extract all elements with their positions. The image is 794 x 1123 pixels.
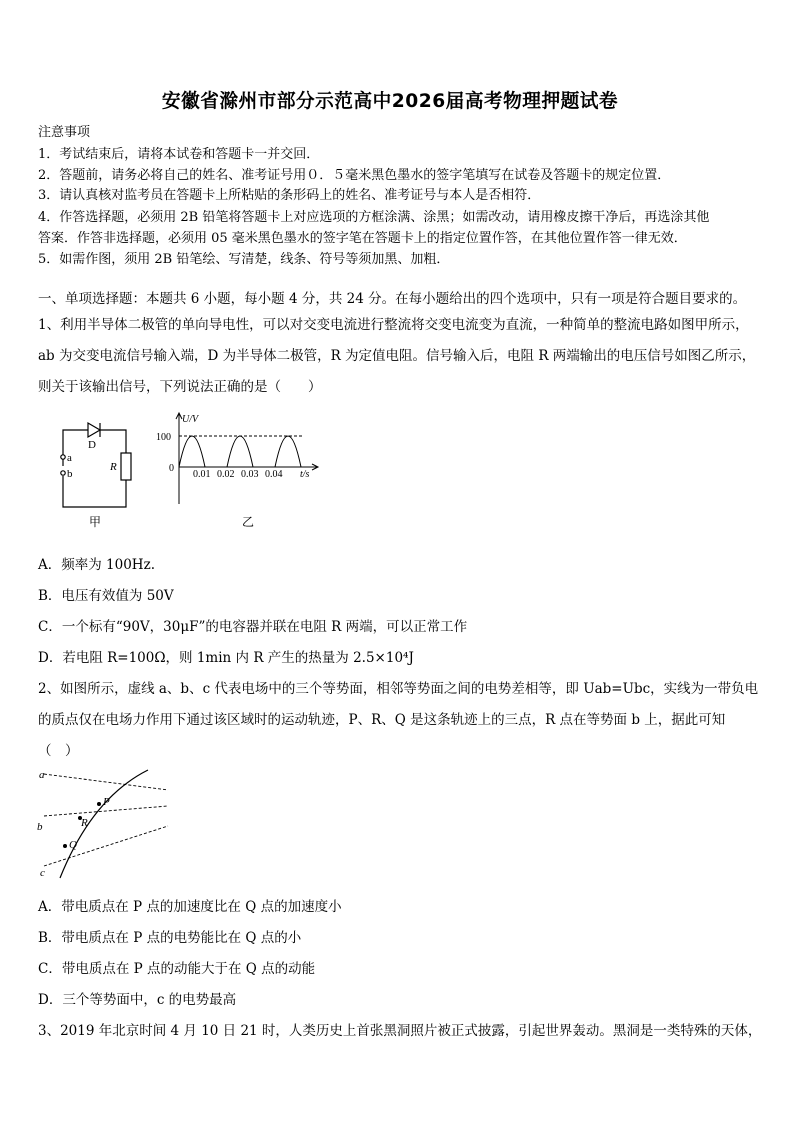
notice-item: 4．作答选择题，必须用 2B 铅笔将答题卡上对应选项的方框涂满、涂黑；如需改动，请用橡皮擦干净后，再选涂其他 xyxy=(38,210,710,225)
x-tick-label: 0.04 xyxy=(265,469,283,480)
line-b-label: b xyxy=(37,821,43,833)
x-tick-label: 0.01 xyxy=(193,469,211,480)
voltage-waveform-graph xyxy=(152,408,327,508)
notice-item: 2．答题前，请务必将自己的姓名、准考证号用０．５毫米黑色墨水的签字笔填写在试卷及答题卡的规定位置． xyxy=(38,168,671,183)
question-1-text: 则关于该输出信号，下列说法正确的是（ ） xyxy=(38,379,322,395)
origin-label: 0 xyxy=(169,463,174,474)
page-title: 安徽省滁州市部分示范高中2026届高考物理押题试卷 xyxy=(161,90,619,112)
point-q-label: Q xyxy=(69,839,77,851)
x-axis-label: t/s xyxy=(300,469,310,480)
option-b: B．电压有效值为 50V xyxy=(38,588,174,604)
terminal-b-label: b xyxy=(67,468,73,480)
notice-item: 1．考试结束后，请将本试卷和答题卡一并交回． xyxy=(38,147,320,162)
resistor-label: R xyxy=(110,461,117,473)
notice-item: 答案．作答非选择题，必须用 05 毫米黑色墨水的签字笔在答题卡上的指定位置作答，在其他位置作答一律无效． xyxy=(38,231,687,246)
point-p-label: P xyxy=(103,796,110,808)
figure-caption-yi: 乙 xyxy=(242,515,255,529)
section-heading: 一、单项选择题：本题共 6 小题，每小题 4 分，共 24 分。在每小题给出的四个选项中，只有一项是符合题目要求的。 xyxy=(38,291,747,307)
figure-caption-jia: 甲 xyxy=(89,515,102,529)
option-a: A．频率为 100Hz. xyxy=(38,557,155,573)
option-c: C．带电质点在 P 点的动能大于在 Q 点的动能 xyxy=(38,961,316,977)
option-c: C．一个标有“90V，30μF”的电容器并联在电阻 R 两端，可以正常工作 xyxy=(38,619,468,635)
x-tick-label: 0.02 xyxy=(217,469,235,480)
terminal-a-label: a xyxy=(67,452,72,464)
notice-item: 5．如需作图，须用 2B 铅笔绘、写清楚，线条、符号等须加黑、加粗． xyxy=(38,252,450,267)
option-a: A．带电质点在 P 点的加速度比在 Q 点的加速度小 xyxy=(38,899,342,915)
equipotential-trajectory-diagram xyxy=(36,762,172,880)
y-tick-label: 100 xyxy=(156,432,171,443)
line-a-label: a xyxy=(39,769,45,781)
diode-label: D xyxy=(88,439,96,451)
x-tick-label: 0.03 xyxy=(241,469,259,480)
question-2-text: 2、如图所示，虚线 a、b、c 代表电场中的三个等势面，相邻等势面之间的电势差相等，即 Uab=Ubc，实线为一带负电 xyxy=(38,681,759,697)
question-1-text: 1、利用半导体二极管的单向导电性，可以对交变电流进行整流将交变电流变为直流，一种简单的整流电路如图甲所示， xyxy=(38,317,749,333)
notice-heading: 注意事项 xyxy=(38,125,91,140)
option-b: B．带电质点在 P 点的电势能比在 Q 点的小 xyxy=(38,930,302,946)
line-c-label: c xyxy=(40,867,45,879)
question-1-text: ab 为交变电流信号输入端，D 为半导体二极管，R 为定值电阻。信号输入后，电阻 R 两端输出的电压信号如图乙所示， xyxy=(38,348,756,364)
option-d: D．若电阻 R=100Ω，则 1min 内 R 产生的热量为 2.5×10⁴J xyxy=(38,650,414,666)
question-2-text: （ ） xyxy=(38,743,79,759)
question-2-text: 的质点仅在电场力作用下通过该区域时的运动轨迹，P、R、Q 是这条轨迹上的三点，R 点在等势面 b 上，据此可知 xyxy=(38,712,726,728)
option-d: D．三个等势面中，c 的电势最高 xyxy=(38,992,237,1008)
y-axis-label: U/V xyxy=(182,414,199,425)
notice-item: 3．请认真核对监考员在答题卡上所粘贴的条形码上的姓名、准考证号与本人是否相符． xyxy=(38,188,541,203)
point-r-label: R xyxy=(81,817,88,829)
question-3-text: 3、2019 年北京时间 4 月 10 日 21 时，人类历史上首张黑洞照片被正式披露，引起世界轰动。黑洞是一类特殊的天体， xyxy=(38,1023,762,1039)
